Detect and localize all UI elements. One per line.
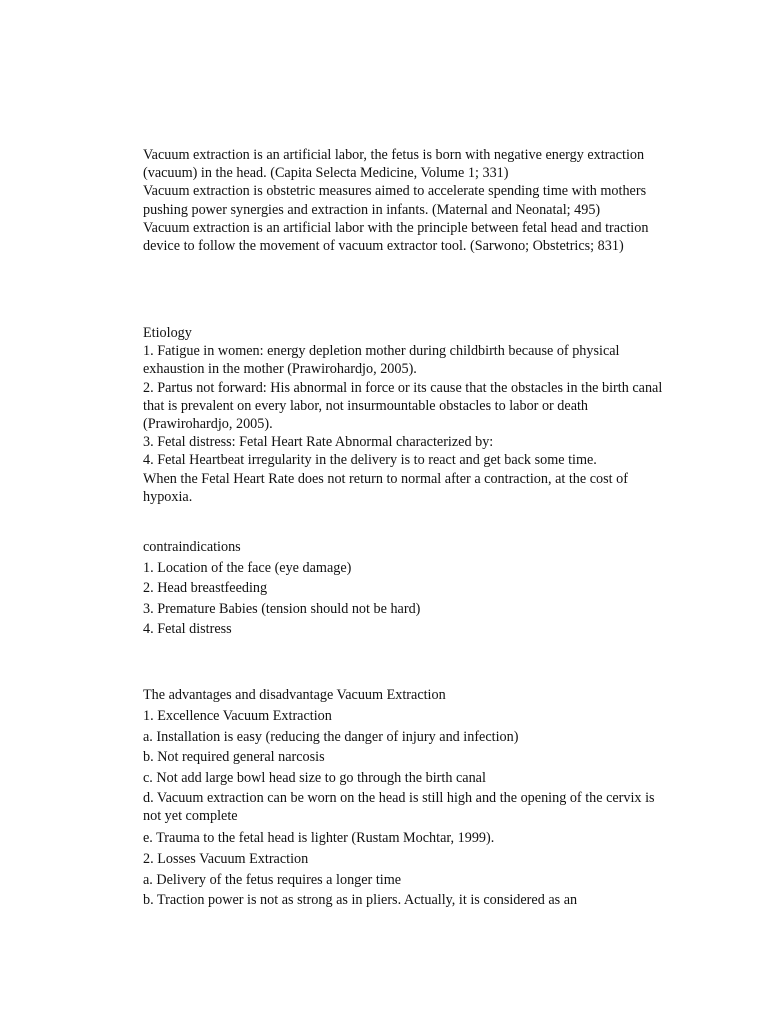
etiology-item: When the Fetal Heart Rate does not return to normal after a contraction, at the cost of hypoxia. bbox=[143, 470, 628, 505]
advantages-section bbox=[143, 685, 663, 911]
contraindication-item: 2. Head breastfeeding bbox=[143, 580, 268, 596]
advantages-item: b. Traction power is not as strong as in pliers. Actually, it is considered as an bbox=[143, 892, 578, 909]
contraindications-section bbox=[143, 537, 663, 640]
contraindication-item: 3. Premature Babies (tension should not be hard) bbox=[143, 600, 421, 617]
advantages-heading: The advantages and disadvantage Vacuum Extraction bbox=[143, 687, 446, 703]
intro-paragraph: Vacuum extraction is an artificial labor with the principle between fetal head and traction device to follow the movement of vacuum extractor tool. (Sarwono; Obstetrics; 831) bbox=[143, 219, 649, 255]
intro-paragraph: Vacuum extraction is an artificial labor, the fetus is born with negative energy extraction (vacuum) in the head. (Capita Selecta Medicine, Volume 1; 331) bbox=[143, 147, 645, 182]
advantages-item: b. Not required general narcosis bbox=[143, 749, 325, 766]
etiology-item: 3. Fetal distress: Fetal Heart Rate Abnormal characterized by: bbox=[143, 434, 494, 451]
etiology-section bbox=[143, 324, 663, 506]
etiology-item: 2. Partus not forward: His abnormal in force or its cause that the obstacles in the birth canal that is prevalent on every labor, not insurmountable obstacles to labor or death (Prawirohardjo, 2005). bbox=[143, 379, 663, 433]
advantages-item: d. Vacuum extraction can be worn on the head is still high and the opening of the cervix is not yet complete bbox=[143, 789, 655, 825]
etiology-item: 1. Fatigue in women: energy depletion mother during childbirth because of physical exhaustion in the mother (Prawirohardjo, 2005). bbox=[143, 343, 620, 378]
contraindications-heading: contraindications bbox=[143, 539, 241, 555]
intro-paragraph: Vacuum extraction is obstetric measures aimed to accelerate spending time with mothers pushing power synergies and extraction in infants. (Maternal and Neonatal; 495) bbox=[143, 183, 647, 218]
advantages-item: e. Trauma to the fetal head is lighter (Rustam Mochtar, 1999). bbox=[143, 829, 495, 846]
contraindication-item: 1. Location of the face (eye damage) bbox=[143, 559, 352, 576]
etiology-item: 4. Fetal Heartbeat irregularity in the delivery is to react and get back some time. bbox=[143, 452, 597, 469]
advantages-item: c. Not add large bowl head size to go through the birth canal bbox=[143, 770, 486, 787]
contraindication-item: 4. Fetal distress bbox=[143, 621, 232, 637]
advantages-item: a. Delivery of the fetus requires a longer time bbox=[143, 871, 402, 888]
advantages-item: 1. Excellence Vacuum Extraction bbox=[143, 707, 332, 724]
intro-section bbox=[143, 146, 663, 255]
advantages-item: 2. Losses Vacuum Extraction bbox=[143, 850, 309, 867]
advantages-item: a. Installation is easy (reducing the danger of injury and infection) bbox=[143, 728, 519, 745]
etiology-heading: Etiology bbox=[143, 325, 192, 341]
